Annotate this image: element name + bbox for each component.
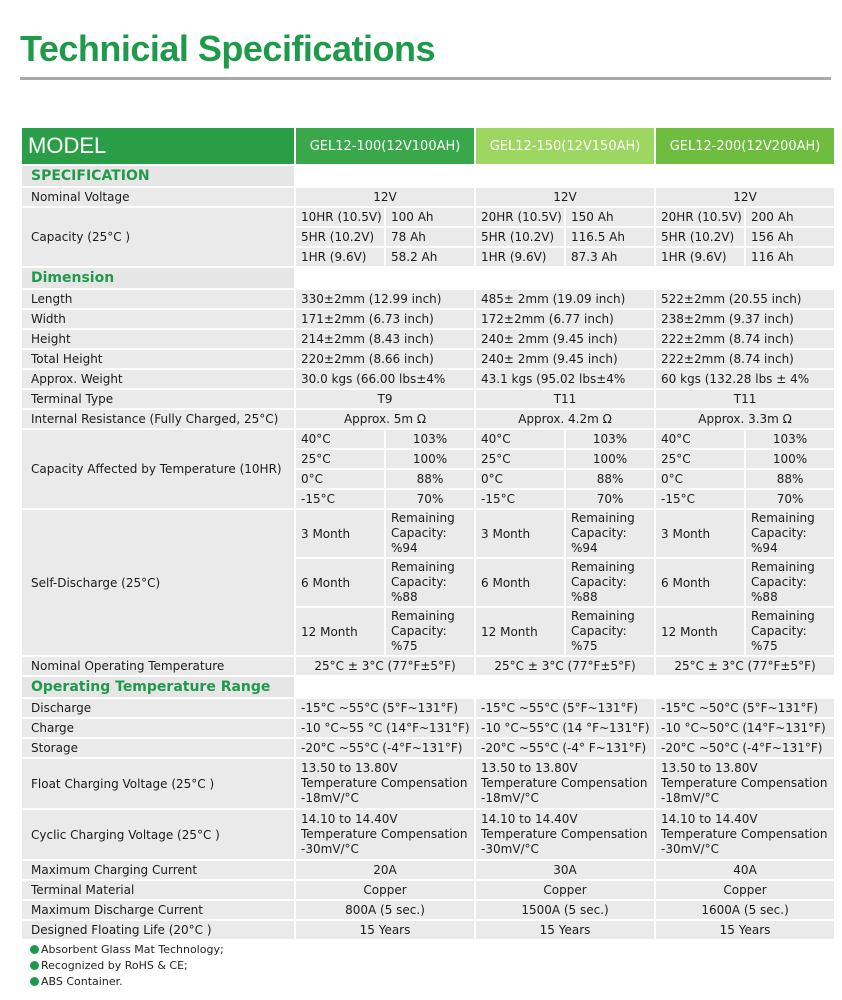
spec-subvalue: 12 Month (656, 608, 744, 655)
spec-value: 485± 2mm (19.09 inch) (476, 290, 654, 308)
spec-row (22, 370, 834, 388)
spec-subvalue: 156 Ah (746, 228, 834, 246)
spec-row (22, 699, 834, 717)
spec-value: -15°C ~50°C (5°F~131°F) (656, 699, 834, 717)
spec-value: 15 Years (296, 921, 474, 939)
spec-value: Copper (656, 881, 834, 899)
spec-subvalue: 0°C (296, 470, 384, 488)
model-name: GEL12-200(12V200AH) (656, 128, 834, 164)
spec-value: -20°C ~55°C (-4° F~131°F) (476, 739, 654, 757)
spec-subvalue: 88% (746, 470, 834, 488)
row-label: Terminal Type (22, 390, 294, 408)
spec-value: -10 °C~55 °C (14°F~131°F) (296, 719, 474, 737)
spec-value: Copper (296, 881, 474, 899)
bullet-dot-icon (30, 961, 39, 970)
row-label: Discharge (22, 699, 294, 717)
spec-table-body (22, 128, 834, 939)
spec-row (22, 510, 834, 557)
spec-row (22, 921, 834, 939)
model-name: GEL12-100(12V100AH) (296, 128, 474, 164)
spec-value: 171±2mm (6.73 inch) (296, 310, 474, 328)
spec-value (296, 810, 474, 859)
row-label: Self-Discharge (25°C) (22, 510, 294, 655)
section-heading: SPECIFICATION (22, 166, 294, 186)
section-row (22, 677, 834, 697)
spec-subvalue: Remaining Capacity: %75 (746, 608, 834, 655)
spec-subvalue: 12 Month (296, 608, 384, 655)
spec-value: 1500A (5 sec.) (476, 901, 654, 919)
spec-row (22, 188, 834, 206)
value-line: Temperature Compensation (661, 827, 828, 841)
spec-subvalue: Remaining Capacity: %75 (386, 608, 474, 655)
value-line: Temperature Compensation (301, 776, 468, 790)
spec-value: -20°C ~55°C (-4°F~131°F) (296, 739, 474, 757)
spec-subvalue: 25°C (476, 450, 564, 468)
spec-subvalue: 103% (566, 430, 654, 448)
spec-subvalue: 40°C (656, 430, 744, 448)
spec-row (22, 810, 834, 859)
spec-value: T11 (656, 390, 834, 408)
spec-subvalue: 200 Ah (746, 208, 834, 226)
row-label: Cyclic Charging Voltage (25°C ) (22, 810, 294, 859)
spec-subvalue: 20HR (10.5V) (656, 208, 744, 226)
spec-value: T11 (476, 390, 654, 408)
spec-row (22, 350, 834, 368)
row-label: Capacity (25°C ) (22, 208, 294, 266)
spec-subvalue: 88% (386, 470, 474, 488)
bullet-dot-icon (30, 977, 39, 986)
spec-value: 240± 2mm (9.45 inch) (476, 350, 654, 368)
spec-subvalue: 5HR (10.2V) (296, 228, 384, 246)
section-row (22, 268, 834, 288)
row-label: Approx. Weight (22, 370, 294, 388)
spec-subvalue: 3 Month (476, 510, 564, 557)
model-header-row (22, 128, 834, 164)
spec-value: 25°C ± 3°C (77°F±5°F) (656, 657, 834, 675)
spec-subvalue: 6 Month (296, 559, 384, 606)
spec-subvalue: 25°C (656, 450, 744, 468)
spec-value: T9 (296, 390, 474, 408)
spec-row (22, 881, 834, 899)
note-item (30, 942, 224, 958)
spec-value (656, 759, 834, 808)
row-label: Nominal Voltage (22, 188, 294, 206)
title-divider (20, 77, 831, 80)
spec-value: -20°C ~50°C (-4°F~131°F) (656, 739, 834, 757)
spec-subvalue: 100% (386, 450, 474, 468)
value-line: Temperature Compensation (481, 827, 648, 841)
row-label: Width (22, 310, 294, 328)
section-heading: Dimension (22, 268, 294, 288)
section-heading: Operating Temperature Range (22, 677, 294, 697)
spec-value: 60 kgs (132.28 lbs ± 4% (656, 370, 834, 388)
spec-value: Copper (476, 881, 654, 899)
row-label: Charge (22, 719, 294, 737)
spec-value: 25°C ± 3°C (77°F±5°F) (476, 657, 654, 675)
spec-subvalue: -15°C (296, 490, 384, 508)
spec-subvalue: 116.5 Ah (566, 228, 654, 246)
spec-subvalue: 12 Month (476, 608, 564, 655)
row-label: Storage (22, 739, 294, 757)
spec-value: 12V (656, 188, 834, 206)
spec-subvalue: 70% (386, 490, 474, 508)
row-label: Maximum Discharge Current (22, 901, 294, 919)
note-item (30, 958, 224, 974)
spec-value: 15 Years (656, 921, 834, 939)
spec-subvalue: 100% (566, 450, 654, 468)
spec-value: 800A (5 sec.) (296, 901, 474, 919)
spec-subvalue: 25°C (296, 450, 384, 468)
spec-subvalue: 100 Ah (386, 208, 474, 226)
spec-value: -10 °C~55°C (14 °F~131°F) (476, 719, 654, 737)
spec-subvalue: Remaining Capacity: %94 (566, 510, 654, 557)
value-line: -18mV/°C (481, 791, 539, 805)
spec-subvalue: Remaining Capacity: %94 (386, 510, 474, 557)
spec-subvalue: 5HR (10.2V) (656, 228, 744, 246)
spec-value (656, 810, 834, 859)
spec-subvalue: 0°C (476, 470, 564, 488)
value-line: -30mV/°C (661, 842, 719, 856)
spec-subvalue: 6 Month (656, 559, 744, 606)
spec-row (22, 290, 834, 308)
spec-subvalue: 70% (746, 490, 834, 508)
spec-value: -10 °C~50°C (14°F~131°F) (656, 719, 834, 737)
page-title: Technicial Specifications (20, 28, 435, 69)
value-line: -30mV/°C (481, 842, 539, 856)
spec-subvalue: 100% (746, 450, 834, 468)
spec-value: 1600A (5 sec.) (656, 901, 834, 919)
spec-subvalue: 5HR (10.2V) (476, 228, 564, 246)
spec-table (20, 126, 836, 941)
note-text: Absorbent Glass Mat Technology; (41, 943, 224, 956)
section-row (22, 166, 834, 186)
spec-row (22, 861, 834, 879)
spec-row (22, 901, 834, 919)
model-name: GEL12-150(12V150AH) (476, 128, 654, 164)
spec-row (22, 390, 834, 408)
spec-value: 240± 2mm (9.45 inch) (476, 330, 654, 348)
spec-subvalue: 70% (566, 490, 654, 508)
spec-row (22, 430, 834, 448)
spec-subvalue: 87.3 Ah (566, 248, 654, 266)
row-label: Total Height (22, 350, 294, 368)
spec-value: 222±2mm (8.74 inch) (656, 330, 834, 348)
spec-row (22, 719, 834, 737)
row-label: Height (22, 330, 294, 348)
spacer (296, 166, 834, 186)
spec-value (476, 810, 654, 859)
spec-subvalue: Remaining Capacity: %75 (566, 608, 654, 655)
spec-value: 172±2mm (6.77 inch) (476, 310, 654, 328)
value-line: 13.50 to 13.80V (661, 761, 758, 775)
spec-value: 238±2mm (9.37 inch) (656, 310, 834, 328)
spec-subvalue: 6 Month (476, 559, 564, 606)
spec-value: 43.1 kgs (95.02 lbs±4% (476, 370, 654, 388)
spec-subvalue: 88% (566, 470, 654, 488)
spec-subvalue: 40°C (296, 430, 384, 448)
spec-value: 330±2mm (12.99 inch) (296, 290, 474, 308)
spacer (296, 268, 834, 288)
spec-subvalue: 1HR (9.6V) (656, 248, 744, 266)
spec-row (22, 657, 834, 675)
spec-value: -15°C ~55°C (5°F~131°F) (476, 699, 654, 717)
spec-subvalue: 20HR (10.5V) (476, 208, 564, 226)
spec-value: 25°C ± 3°C (77°F±5°F) (296, 657, 474, 675)
row-label: Float Charging Voltage (25°C ) (22, 759, 294, 808)
spec-value: 220±2mm (8.66 inch) (296, 350, 474, 368)
note-text: Recognized by RoHS & CE; (41, 959, 188, 972)
spec-value (296, 759, 474, 808)
spec-subvalue: 103% (386, 430, 474, 448)
spec-value: 15 Years (476, 921, 654, 939)
row-label: Maximum Charging Current (22, 861, 294, 879)
spec-value: 40A (656, 861, 834, 879)
spec-subvalue: 78 Ah (386, 228, 474, 246)
value-line: -18mV/°C (301, 791, 359, 805)
spec-value (476, 759, 654, 808)
spec-row (22, 310, 834, 328)
spec-value: 222±2mm (8.74 inch) (656, 350, 834, 368)
value-line: 13.50 to 13.80V (301, 761, 398, 775)
spec-value: -15°C ~55°C (5°F~131°F) (296, 699, 474, 717)
spec-subvalue: 103% (746, 430, 834, 448)
spec-subvalue: Remaining Capacity: %88 (386, 559, 474, 606)
spec-subvalue: 1HR (9.6V) (476, 248, 564, 266)
spec-row (22, 330, 834, 348)
spec-subvalue: 10HR (10.5V) (296, 208, 384, 226)
spec-subvalue: Remaining Capacity: %88 (566, 559, 654, 606)
spec-subvalue: 1HR (9.6V) (296, 248, 384, 266)
spec-table-container (22, 128, 832, 939)
note-text: ABS Container. (41, 975, 123, 988)
spec-subvalue: 0°C (656, 470, 744, 488)
row-label: Designed Floating Life (20°C ) (22, 921, 294, 939)
value-line: 13.50 to 13.80V (481, 761, 578, 775)
value-line: -30mV/°C (301, 842, 359, 856)
row-label: Capacity Affected by Temperature (10HR) (22, 430, 294, 508)
spec-value: 12V (476, 188, 654, 206)
spec-value: 30A (476, 861, 654, 879)
value-line: Temperature Compensation (661, 776, 828, 790)
value-line: 14.10 to 14.40V (661, 812, 758, 826)
spec-value: 522±2mm (20.55 inch) (656, 290, 834, 308)
spec-subvalue: -15°C (656, 490, 744, 508)
spec-subvalue: 150 Ah (566, 208, 654, 226)
spec-value: 30.0 kgs (66.00 lbs±4% (296, 370, 474, 388)
row-label: Length (22, 290, 294, 308)
spec-value: Approx. 3.3m Ω (656, 410, 834, 428)
spec-value: 12V (296, 188, 474, 206)
note-item (30, 974, 224, 990)
spec-row (22, 759, 834, 808)
spec-subvalue: 40°C (476, 430, 564, 448)
value-line: Temperature Compensation (481, 776, 648, 790)
spec-subvalue: 3 Month (296, 510, 384, 557)
spec-subvalue: 58.2 Ah (386, 248, 474, 266)
row-label: Terminal Material (22, 881, 294, 899)
value-line: 14.10 to 14.40V (481, 812, 578, 826)
spec-value: 214±2mm (8.43 inch) (296, 330, 474, 348)
value-line: Temperature Compensation (301, 827, 468, 841)
spec-value: 20A (296, 861, 474, 879)
row-label: Internal Resistance (Fully Charged, 25°C) (22, 410, 294, 428)
spec-value: Approx. 5m Ω (296, 410, 474, 428)
spec-subvalue: Remaining Capacity: %94 (746, 510, 834, 557)
value-line: 14.10 to 14.40V (301, 812, 398, 826)
row-label: Nominal Operating Temperature (22, 657, 294, 675)
bullet-dot-icon (30, 945, 39, 954)
spec-subvalue: Remaining Capacity: %88 (746, 559, 834, 606)
value-line: -18mV/°C (661, 791, 719, 805)
model-label: MODEL (22, 128, 294, 164)
spec-row (22, 410, 834, 428)
spec-subvalue: 3 Month (656, 510, 744, 557)
spacer (296, 677, 834, 697)
spec-subvalue: 116 Ah (746, 248, 834, 266)
feature-notes (30, 942, 224, 990)
spec-row (22, 739, 834, 757)
spec-subvalue: -15°C (476, 490, 564, 508)
spec-value: Approx. 4.2m Ω (476, 410, 654, 428)
spec-row (22, 208, 834, 226)
